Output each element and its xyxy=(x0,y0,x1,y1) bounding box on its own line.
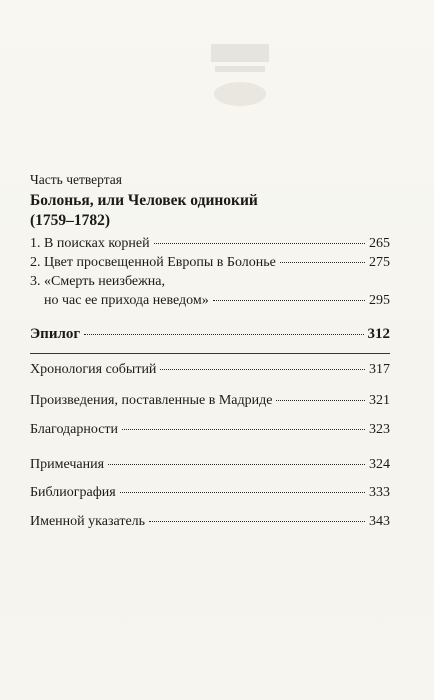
toc-entry-page: 265 xyxy=(369,236,390,251)
part-title-line1: Болонья, или Человек одинокий xyxy=(30,192,258,209)
toc-entry-epilogue[interactable] xyxy=(30,325,390,343)
dot-leader xyxy=(276,400,365,401)
dot-leader xyxy=(280,262,365,263)
part-title-line2: (1759–1782) xyxy=(30,212,111,229)
toc-entry-notes[interactable] xyxy=(30,456,390,474)
dot-leader xyxy=(84,334,363,335)
part-title xyxy=(30,191,390,231)
toc-entry-chronology[interactable] xyxy=(30,361,390,379)
toc-entry-name-index[interactable] xyxy=(30,513,390,531)
toc-entry-title-line1: 3. «Смерть неизбежна, xyxy=(30,274,165,289)
toc-entry-chapter-1[interactable] xyxy=(30,235,390,253)
toc-entry-chapter-2[interactable] xyxy=(30,254,390,272)
toc-entry-title: Библиография xyxy=(30,485,116,500)
toc-entry-title: Хронология событий xyxy=(30,362,157,377)
dot-leader xyxy=(120,492,365,493)
toc-entry-title: Эпилог xyxy=(30,326,81,342)
toc-entry-page: 333 xyxy=(369,485,390,500)
toc-entry-page: 295 xyxy=(369,293,390,308)
section-divider xyxy=(30,353,390,354)
toc-entry-chapter-3[interactable] xyxy=(30,273,390,310)
part-label: Часть четвертая xyxy=(30,172,122,187)
toc-entry-title-line2: но час ее прихода неведом» xyxy=(44,293,209,308)
toc-entry-title: 2. Цвет просвещенной Европы в Болонье xyxy=(30,255,276,270)
toc-entry-title: Благодарности xyxy=(30,422,119,437)
toc-entry-page: 324 xyxy=(369,457,390,472)
dot-leader xyxy=(154,243,365,244)
toc-entry-page: 321 xyxy=(369,393,390,408)
toc-entry-page: 323 xyxy=(369,422,390,437)
toc-entry-title: Примечания xyxy=(30,457,105,472)
toc-entry-title: Произведения, поставленные в Мадриде xyxy=(30,393,273,408)
dot-leader xyxy=(122,429,365,430)
toc-entry-works[interactable] xyxy=(30,392,390,410)
dot-leader xyxy=(108,464,365,465)
toc-entry-bibliography[interactable] xyxy=(30,484,390,502)
dot-leader xyxy=(160,369,365,370)
toc-entry-page: 312 xyxy=(367,326,390,342)
toc-entry-title: Именной указатель xyxy=(30,514,146,529)
toc-entry-page: 317 xyxy=(369,362,390,377)
toc-entry-page: 343 xyxy=(369,514,390,529)
bleed-through-mark xyxy=(205,40,275,110)
dot-leader xyxy=(213,300,365,301)
toc-entry-acknowledgements[interactable] xyxy=(30,421,390,439)
toc-entry-page: 275 xyxy=(369,255,390,270)
toc-entry-title: 1. В поисках корней xyxy=(30,236,150,251)
dot-leader xyxy=(149,521,365,522)
